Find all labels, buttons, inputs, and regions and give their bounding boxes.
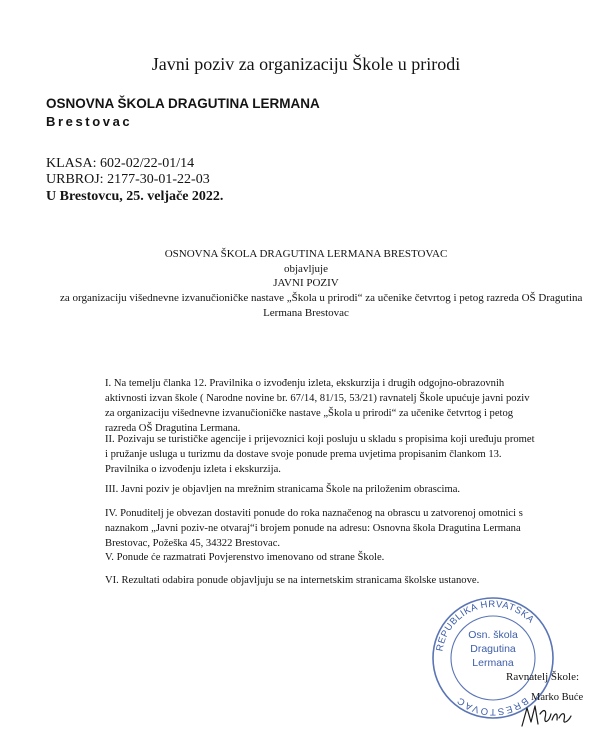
signatory-name: Marko Buće: [531, 692, 584, 703]
school-town: Brestovac: [46, 114, 133, 129]
stamp-line: Dragutina: [470, 643, 516, 655]
announcement-verb: objavljuje: [284, 263, 328, 275]
klasa-line: KLASA: 602-02/22-01/14: [46, 156, 195, 171]
stamp-line: Lermana: [472, 657, 514, 669]
stamp-ring-bottom: BRESTOVAC: [454, 693, 531, 718]
handwritten-signature: [518, 700, 574, 730]
urbroj-line: URBROJ: 2177-30-01-22-03: [46, 172, 210, 187]
school-name: OSNOVNA ŠKOLA DRAGUTINA LERMANA: [46, 96, 320, 111]
section-paragraph: II. Pozivaju se turističke agencije i prijevoznici koji posluju u skladu s propisima koji uređuju promet i pružanje usluga u turizmu da dostave svoje ponude prema uvjetima propisanim člankom 13. Pravilnika o izvođenju izleta i ekskurzija.: [105, 434, 535, 475]
announcement-subject: za organizaciju višednevne izvanučioničke nastave „Škola u prirodi“ za učenike četvrtog i petog razreda OŠ Dragutina: [60, 292, 583, 304]
announcement-school: OSNOVNA ŠKOLA DRAGUTINA LERMANA BRESTOVAC: [164, 248, 448, 260]
section-paragraph: IV. Ponuditelj je obvezan dostaviti ponude do roka naznačenog na obrascu u zatvorenoj omotnici s naznakom „Javni poziv-ne otvaraj“i brojem ponude na adresu: Osnovna škola Dragutina Lermana Brestovac, Požeška 45, 34322 Brestovac.: [105, 508, 523, 549]
section-paragraph: I. Na temelju članka 12. Pravilnika o izvođenju izleta, ekskurzija i drugih odgojno-obrazovnih aktivnosti izvan škole ( Narodne novine br. 67/14, 81/15, 53/21) ravnatelj Škole upućuje javni poziv za organizaciju višednevne izvanučioničke nastave „Škola u prirodi“ za učenike četvrtog i petog razreda OŠ Dragutina Lermana.: [105, 378, 530, 434]
announcement-subject-cont: Lermana Brestovac: [263, 307, 349, 319]
date-line: U Brestovcu, 25. veljače 2022.: [46, 189, 224, 204]
signatory-role: Ravnatelj Škole:: [506, 671, 580, 683]
announcement-heading: JAVNI POZIV: [273, 277, 339, 289]
stamp-line: Osn. škola: [468, 629, 518, 641]
document-title: Javni poziv za organizaciju Škole u prirodi: [151, 54, 461, 74]
stamp-ring-top: REPUBLIKA HRVATSKA: [434, 598, 537, 653]
section-paragraph: VI. Rezultati odabira ponude objavljuju se na internetskim stranicama školske ustanove.: [105, 575, 480, 586]
section-paragraph: III. Javni poziv je objavljen na mrežnim stranicama Škole na priloženim obrascima.: [105, 484, 461, 495]
section-paragraph: V. Ponude će razmatrati Povjerenstvo imenovano od strane Škole.: [105, 552, 385, 563]
